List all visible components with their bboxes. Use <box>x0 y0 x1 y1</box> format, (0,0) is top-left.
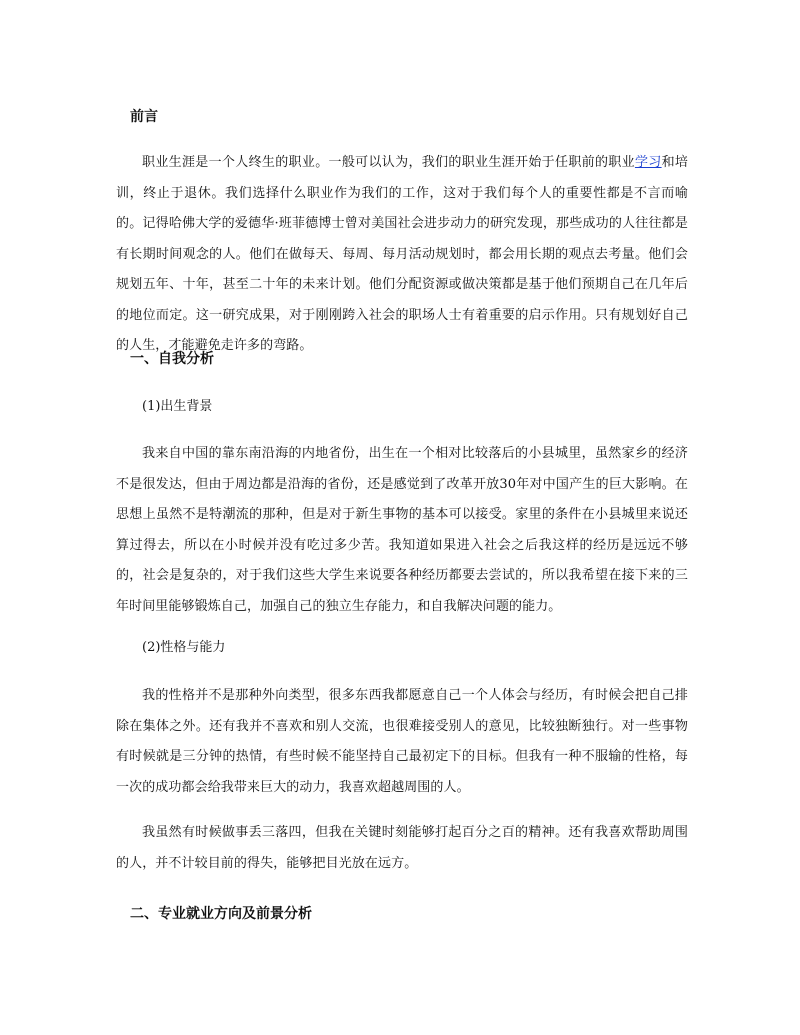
study-link[interactable]: 学习 <box>634 155 662 170</box>
background-paragraph <box>116 439 688 622</box>
background-text: 我来自中国的靠东南沿海的内地省份，出生在一个相对比较落后的小县城里，虽然家乡的经济不是很发达，但由于周边都是沿海的省份，还是感觉到了改革开放30年对中国产生的巨大影响。在思想上虽然不是特潮流的那种，但是对于新生事物的基本可以接受。家里的条件在小县城里来说还算过得去，所以在小时候并没有吃过多少苦。我知道如果进入社会之后我这样的经历是远远不够的，社会是复杂的，对于我们这些大学生来说要各种经历都要去尝试的，所以我希望在接下来的三年时间里能够锻炼自己，加强自己的独立生存能力，和自我解决问题的能力。 <box>116 446 688 614</box>
personality-paragraph-2 <box>116 818 688 879</box>
personality-subheading: (2)性格与能力 <box>142 640 226 655</box>
background-subheading: (1)出生背景 <box>142 399 213 414</box>
preface-text-start: 职业生涯是一个人终生的职业。一般可以认为，我们的职业生涯开始于任职前的职业 <box>142 155 635 170</box>
self-analysis-heading: 一、自我分析 <box>130 351 214 367</box>
personality-text-2: 我虽然有时候做事丢三落四，但我在关键时刻能够打起百分之百的精神。还有我喜欢帮助周围的人，并不计较目前的得失，能够把目光放在远方。 <box>116 825 688 871</box>
personality-paragraph-1 <box>116 681 688 803</box>
preface-paragraph <box>116 148 688 362</box>
preface-text-end: 和培训，终止于退休。我们选择什么职业作为我们的工作，这对于我们每个人的重要性都是不言而喻的。记得哈佛大学的爱德华·班菲德博士曾对美国社会进步动力的研究发现，那些成功的人往往都是有长期时间观念的人。他们在做每天、每周、每月活动规划时，都会用长期的观点去考量。他们会规划五年、十年，甚至二十年的未来计划。他们分配资源或做决策都是基于他们预期自己在几年后的地位而定。这一研究成果，对于刚刚跨入社会的职场人士有着重要的启示作用。只有规划好自己的人生，才能避免走许多的弯路。 <box>116 155 689 353</box>
personality-text-1: 我的性格并不是那种外向类型，很多东西我都愿意自己一个人体会与经历，有时候会把自己排除在集体之外。还有我并不喜欢和别人交流，也很难接受别人的意见，比较独断独行。对一些事物有时候就是三分钟的热情，有些时候不能坚持自己最初定下的目标。但我有一种不服输的性格，每一次的成功都会给我带来巨大的动力，我喜欢超越周围的人。 <box>116 688 688 795</box>
career-heading: 二、专业就业方向及前景分析 <box>130 906 312 922</box>
preface-heading: 前言 <box>130 109 158 125</box>
